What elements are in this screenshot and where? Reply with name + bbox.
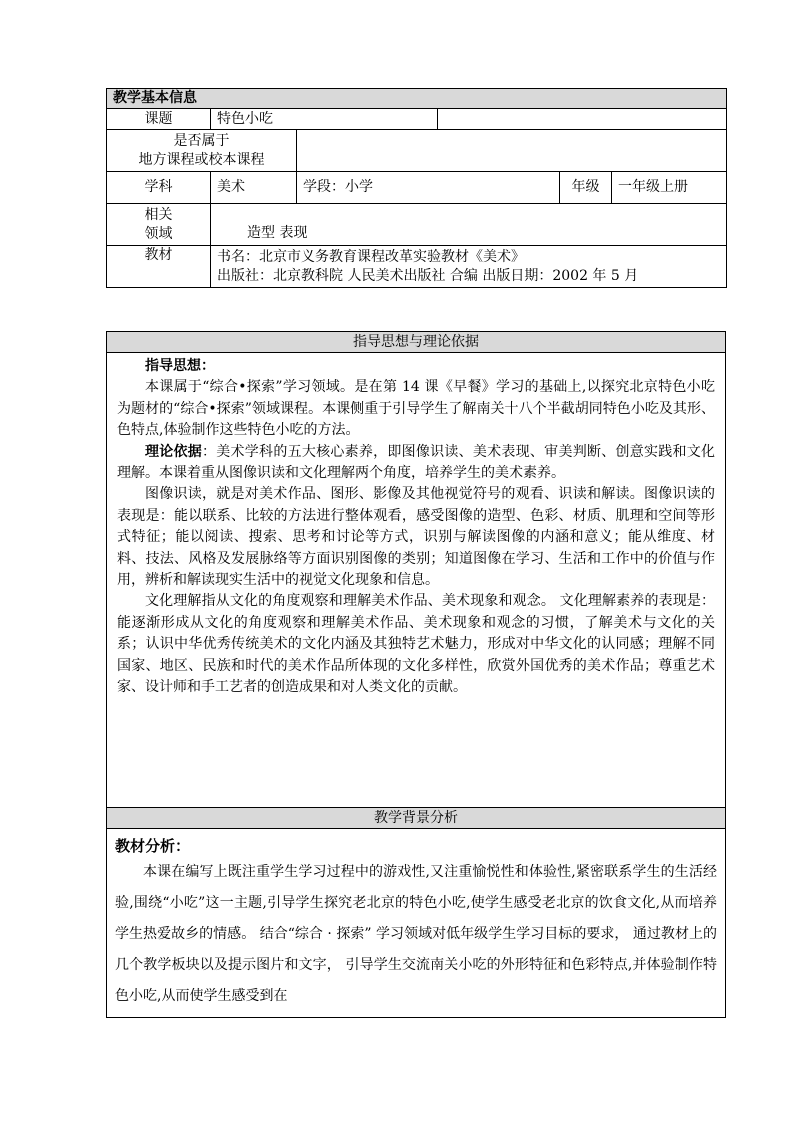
guidance-body <box>107 353 726 808</box>
material-analysis-paragraph: 本课在编写上既注重学生学习过程中的游戏性,又注重愉悦性和体验性,紧密联系学生的生活经验,围绕“小吃”这一主题,引导学生探究老北京的特色小吃,使学生感受老北京的饮食文化,从而培养学生热爱故乡的情感。 结合“综合 · 探索” 学习领域对低年级学生学习目标的要求， 通过教材上的几个教学板块以及提示图片和文字， 引导学生交流南关小吃的外形特征和色彩特点,并体验制作特色小吃,从而使学生感受到在 <box>115 864 717 1004</box>
subject-label: 学科 <box>107 172 211 204</box>
guidance-lead: 指导思想： <box>145 358 215 374</box>
textbook-line1: 书名：北京市义务教育课程改革实验教材《美术》 <box>217 248 525 265</box>
guidance-table <box>106 331 726 1018</box>
field-label-line2: 领域 <box>144 225 173 242</box>
culture-paragraph: 文化理解指从文化的角度观察和理解美术作品、美术现象和观念。 文化理解素养的表现是：能逐渐形成从文化的角度观察和理解美术作品、美术现象和观念的习惯，了解美术与文化的关系；认识中华优秀传统美术的文化内涵及其独特艺术魅力，形成对中华文化的认同感；理解不同国家、地区、民族和时代的美术作品所体现的文化多样性，欣赏外国优秀的美术作品；尊重艺术家、设计师和手工艺者的创造成果和对人类文化的贡献。 <box>117 593 715 696</box>
local-course-label-line2: 地方课程或校本课程 <box>138 151 265 168</box>
textbook-label: 教材 <box>107 246 211 288</box>
guidance-paragraph: 本课属于“综合•探索”学习领域。是在第 14 课《早餐》学习的基础上,以探究北京特色小吃为题材的“综合•探索”领域课程。本课侧重于引导学生了解南关十八个半截胡同特色小吃及其形、色特点,体验制作这些特色小吃的方法。 <box>117 379 715 439</box>
grade-value: 一年级上册 <box>612 172 727 204</box>
background-body <box>107 829 726 1018</box>
material-analysis-heading: 教材分析： <box>115 837 191 855</box>
topic-extra-cell <box>438 109 727 130</box>
basic-info-title: 教学基本信息 <box>107 89 727 109</box>
local-course-label-line1: 是否属于 <box>173 132 230 149</box>
topic-label: 课题 <box>107 109 211 130</box>
theory-paragraph: ：美术学科的五大核心素养，即图像识读、美术表现、审美判断、创意实践和文化理解。本课着重从图像识读和文化理解两个角度，培养学生的美术素养。 <box>117 443 716 482</box>
textbook-value <box>211 246 727 288</box>
topic-value: 特色小吃 <box>211 109 438 130</box>
theory-lead: 理论依据 <box>145 443 203 460</box>
local-course-label <box>107 130 297 172</box>
image-reading-paragraph: 图像识读，就是对美术作品、图形、影像及其他视觉符号的观看、识读和解读。图像识读的表现是：能以联系、比较的方法进行整体观看，感受图像的造型、色彩、材质、肌理和空间等形式特征；能以阅读、搜索、思考和讨论等方式，识别与解读图像的内涵和意义；能从维度、材料、技法、风格及发展脉络等方面识别图像的类别；知道图像在学习、生活和工作中的价值与作用，辨析和解读现实生活中的视觉文化现象和信息。 <box>117 486 715 589</box>
local-course-value <box>297 130 727 172</box>
grade-label: 年级 <box>560 172 612 204</box>
field-label <box>107 204 211 246</box>
stage-text: 学段：小学 <box>297 172 560 204</box>
field-label-line1: 相关 <box>144 206 173 223</box>
textbook-line2: 出版社：北京教科院 人民美术出版社 合编 出版日期：2002 年 5 月 <box>217 267 639 284</box>
field-value: 造型 表现 <box>211 204 727 246</box>
background-header: 教学背景分析 <box>107 808 726 829</box>
basic-info-table <box>106 88 727 288</box>
guidance-header: 指导思想与理论依据 <box>107 332 726 353</box>
subject-value: 美术 <box>211 172 297 204</box>
